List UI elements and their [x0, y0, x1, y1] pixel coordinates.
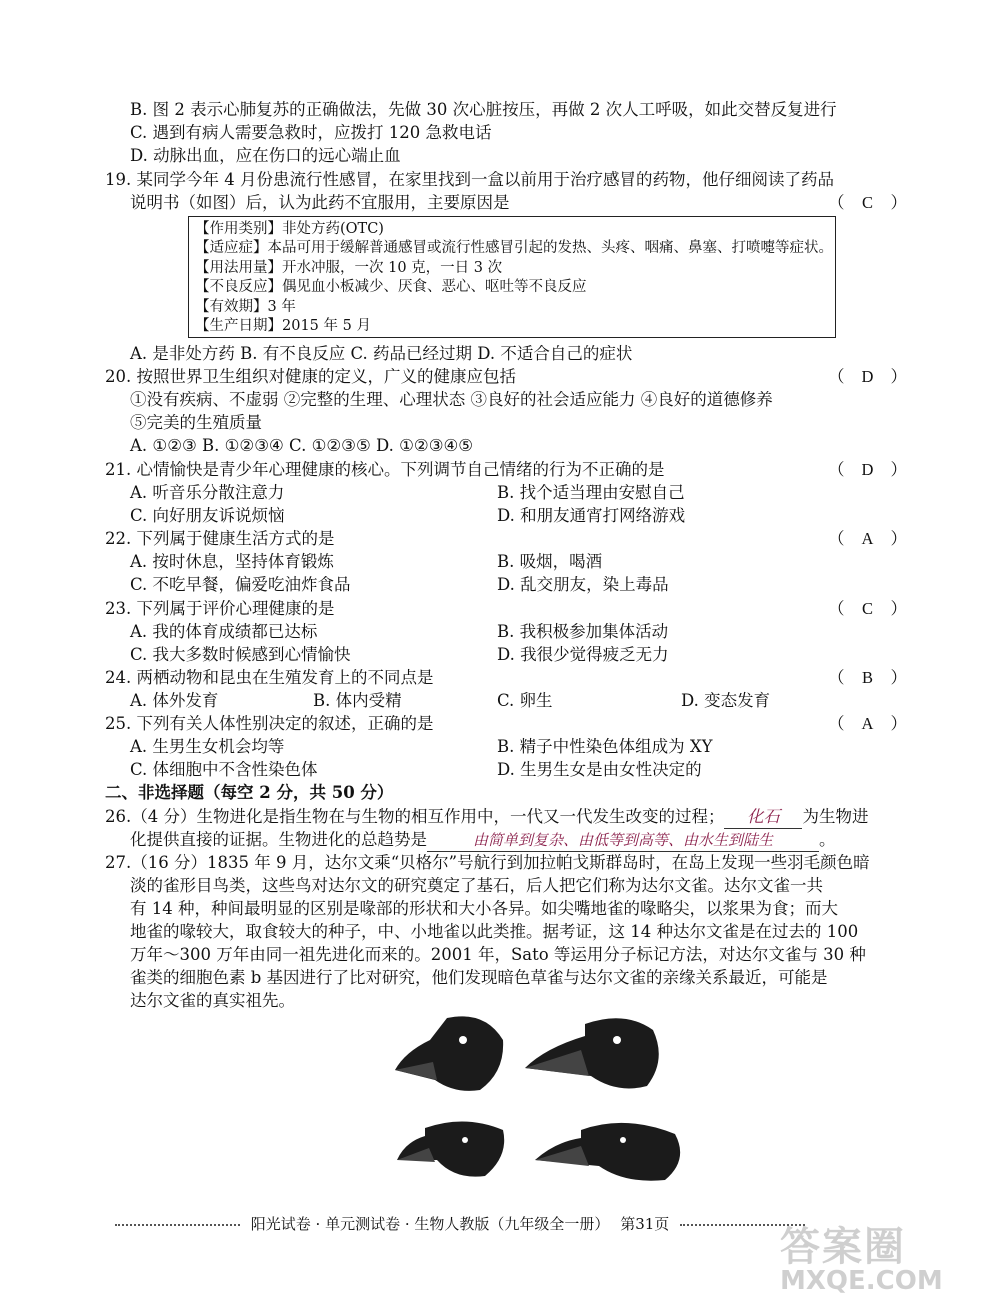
text-line-q21d: D. 和朋友通宵打网络游戏 [497, 506, 686, 525]
text-line-q21a: A. 听音乐分散注意力 [130, 483, 285, 502]
text-line-q24b: B. 体内受精 [313, 691, 402, 710]
answer-bracket-ans23: （ C ） [828, 599, 907, 618]
finch-head-3 [397, 1121, 504, 1176]
answer-letter[interactable]: C [861, 193, 873, 212]
watermark-cn: 答案圈 [780, 1224, 906, 1270]
question-26-line2 [130, 829, 836, 852]
question-26-line1 [105, 806, 868, 829]
q26-answer-blank-1[interactable]: 化石 [724, 806, 802, 829]
text-line-q27f: 雀类的细胞色素 b 基因进行了比对研究，他们发现暗色草雀与达尔文雀的亲缘关系最近，可能是 [130, 968, 828, 987]
text-line-q22b: B. 吸烟，喝酒 [497, 552, 603, 571]
answer-bracket-ans19: （ C ） [828, 193, 907, 212]
page-footer [115, 1213, 895, 1234]
answer-letter[interactable]: D [861, 367, 874, 386]
text-line-q22d: D. 乱交朋友，染上毒品 [497, 575, 669, 594]
text-line-q24: 24. 两栖动物和昆虫在生殖发育上的不同点是 [105, 668, 434, 687]
text-line-q19a: 19. 某同学今年 4 月份患流行性感冒，在家里找到一盒以前用于治疗感冒的药物，他仔细阅读了药品 [105, 170, 834, 189]
q26-answer-blank-2[interactable]: 由简单到复杂、由低等到高等、由水生到陆生 [427, 829, 819, 852]
text-line-q19opts: A. 是非处方药 B. 有不良反应 C. 药品已经过期 D. 不适合自己的症状 [130, 344, 633, 363]
darwin-finch-beaks-figure [385, 1010, 725, 1185]
text-line-q21: 21. 心情愉快是青少年心理健康的核心。下列调节自己情绪的行为不正确的是 [105, 460, 665, 479]
q26-text: 化提供直接的证据。生物进化的总趋势是 [130, 830, 427, 849]
text-line-q27e: 万年～300 万年由同一祖先进化而来的。2001 年，Sato 等运用分子标记方法，对达尔文雀与 30 种 [130, 945, 866, 964]
drug-label-line: 【不良反应】偶见血小板减少、厌食、恶心、呕吐等不良反应 [195, 279, 587, 296]
text-line-q21b: B. 找个适当理由安慰自己 [497, 483, 685, 502]
finch-head-2 [525, 1018, 659, 1088]
answer-letter[interactable]: A [861, 529, 874, 548]
text-line-q25b: B. 精子中性染色体组成为 XY [497, 737, 713, 756]
answer-bracket-ans24: （ B ） [828, 668, 907, 687]
text-line-q23d: D. 我很少觉得疲乏无力 [497, 645, 669, 664]
drug-label-line: 【适应症】本品可用于缓解普通感冒或流行性感冒引起的发热、头疼、咽痛、鼻塞、打喷嚏等症状。 [195, 240, 833, 257]
text-line-q24a: A. 体外发育 [130, 691, 219, 710]
text-line-q20: 20. 按照世界卫生组织对健康的定义，广义的健康应包括 [105, 367, 516, 386]
answer-letter[interactable]: A [861, 714, 874, 733]
watermark-en: MXQE.COM [780, 1266, 943, 1296]
finch-head-1 [395, 1016, 503, 1091]
text-line-q24c: C. 卵生 [497, 691, 553, 710]
drug-label-line: 【作用类别】非处方药(OTC) [195, 221, 384, 237]
text-line-q22c: C. 不吃早餐，偏爱吃油炸食品 [130, 575, 351, 594]
page-number: 第31页 [620, 1215, 670, 1233]
text-line-q25: 25. 下列有关人体性别决定的叙述，正确的是 [105, 714, 434, 733]
text-line-q27c: 有 14 种，种间最明显的区别是喙部的形状和大小各异。如尖嘴地雀的喙略尖，以浆果为食；而大 [130, 899, 838, 918]
text-line-q27a: 27.（16 分）1835 年 9 月，达尔文乘“贝格尔”号航行到加拉帕戈斯群岛时，在岛上发现一些羽毛颜色暗 [105, 853, 870, 872]
drug-label-line: 【有效期】3 年 [195, 298, 296, 315]
text-line-q24d: D. 变态发育 [681, 691, 771, 710]
drug-label-line: 【用法用量】开水冲服，一次 10 克，一日 3 次 [195, 259, 503, 276]
q26-text: 。 [819, 830, 836, 849]
drug-instructions-box [188, 216, 836, 338]
text-line-q23b: B. 我积极参加集体活动 [497, 622, 669, 641]
text-line-q23a: A. 我的体育成绩都已达标 [130, 622, 318, 641]
answer-letter[interactable]: B [861, 668, 873, 687]
answer-bracket-ans20: （ D ） [828, 367, 907, 386]
text-line-q25d: D. 生男生女是由女性决定的 [497, 760, 702, 779]
text-line-q25c: C. 体细胞中不含性染色体 [130, 760, 318, 779]
footer-title: 阳光试卷 · 单元测试卷 · 生物人教版（九年级全一册） [250, 1215, 610, 1233]
q26-text: 为生物进 [802, 807, 869, 826]
text-line-q18c: C. 遇到有病人需要急救时，应拨打 120 急救电话 [130, 123, 492, 142]
answer-letter[interactable]: D [861, 460, 874, 479]
footer-dots-left [115, 1224, 240, 1226]
text-line-q27b: 淡的雀形目鸟类，这些鸟对达尔文的研究奠定了基石，后人把它们称为达尔文雀。达尔文雀一共 [130, 876, 823, 895]
text-line-q23c: C. 我大多数时候感到心情愉快 [130, 645, 351, 664]
text-line-q20s1: ①没有疾病、不虚弱 ②完整的生理、心理状态 ③良好的社会适应能力 ④良好的道德修养 [130, 390, 773, 409]
text-line-q22a: A. 按时休息，坚持体育锻炼 [130, 552, 334, 571]
text-line-q18b: B. 图 2 表示心肺复苏的正确做法，先做 30 次心脏按压，再做 2 次人工呼吸，如此交替反复进行 [130, 100, 837, 119]
answer-bracket-ans21: （ D ） [828, 460, 907, 479]
finch-head-4 [535, 1123, 680, 1181]
watermark-logo [780, 1215, 980, 1295]
section-heading: 二、非选择题（每空 2 分，共 50 分） [105, 783, 394, 802]
text-line-q27d: 地雀的喙较大，取食较大的种子，中、小地雀以此类推。据考证，这 14 种达尔文雀是在过去的 100 [130, 922, 859, 941]
text-line-q25a: A. 生男生女机会均等 [130, 737, 285, 756]
text-line-q18d: D. 动脉出血，应在伤口的远心端止血 [130, 146, 401, 165]
text-line-q19b: 说明书（如图）后，认为此药不宜服用，主要原因是 [130, 193, 510, 212]
text-line-q22: 22. 下列属于健康生活方式的是 [105, 529, 335, 548]
answer-letter[interactable]: C [861, 599, 873, 618]
text-line-q23: 23. 下列属于评价心理健康的是 [105, 599, 335, 618]
text-line-q20s2: ⑤完美的生殖质量 [130, 413, 262, 432]
text-line-q27g: 达尔文雀的真实祖先。 [130, 991, 295, 1010]
q26-text: 26.（4 分）生物进化是指生物在与生物的相互作用中，一代又一代发生改变的过程； [105, 807, 725, 826]
drug-label-line: 【生产日期】2015 年 5 月 [195, 318, 371, 335]
answer-bracket-ans25: （ A ） [828, 714, 907, 733]
text-line-q20opts: A. ①②③ B. ①②③④ C. ①②③⑤ D. ①②③④⑤ [130, 436, 474, 455]
answer-bracket-ans22: （ A ） [828, 529, 907, 548]
text-line-q21c: C. 向好朋友诉说烦恼 [130, 506, 285, 525]
